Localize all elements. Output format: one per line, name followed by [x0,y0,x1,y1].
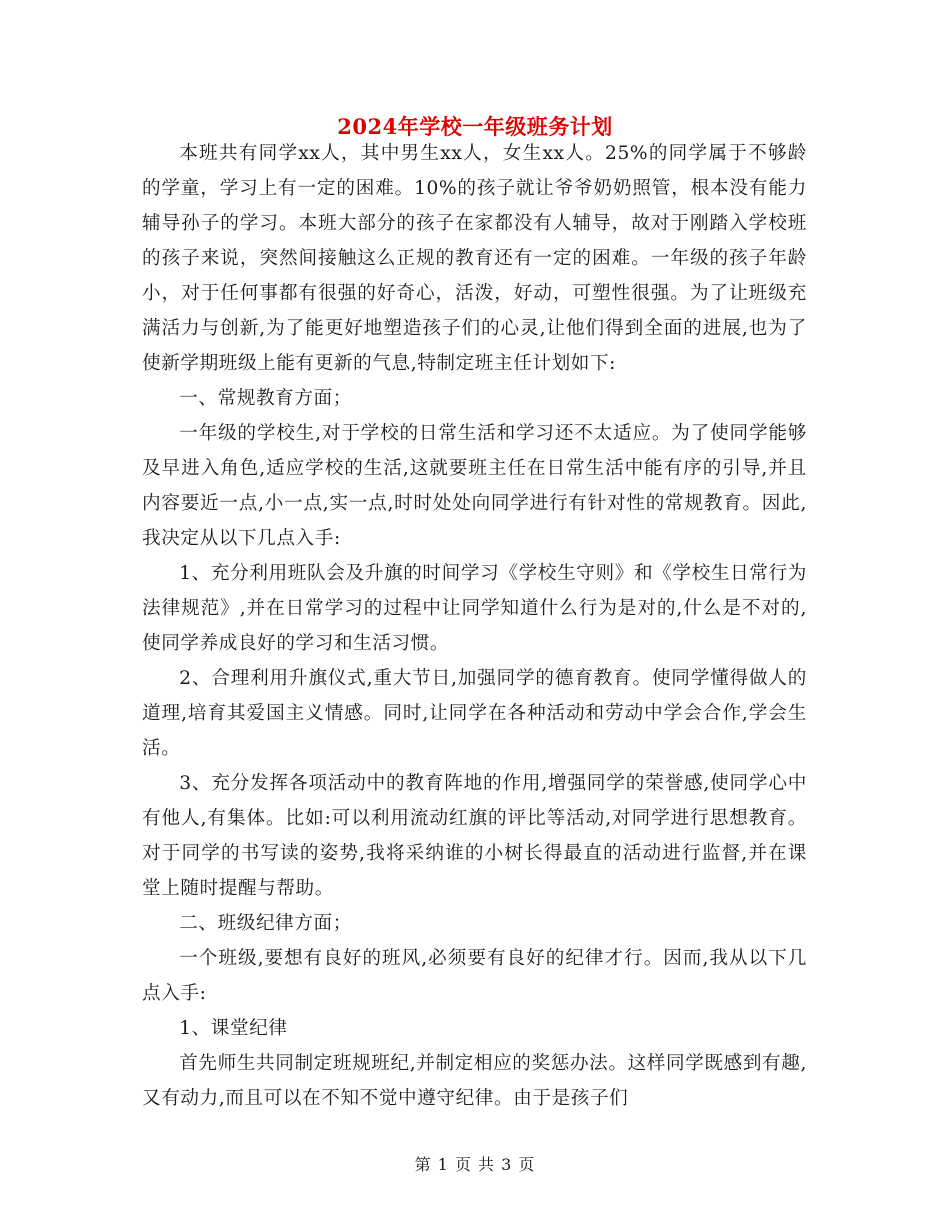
document-title: 2024年学校一年级班务计划 [337,114,613,139]
page-footer: 第 1 页 共 3 页 [414,1155,536,1174]
document-body [142,136,807,1116]
paragraph-routine-education: 一年级的学校生,对于学校的日常生活和学习还不太适应。为了使同学能够及早进入角色,适应学校的生活,这就要班主任在日常生活中能有序的引导,并且内容要近一点,小一点,实一点,时时处处向同学进行有针对性的常规教育。因此,我决定从以下几点入手: [142,423,807,549]
paragraph-class-discipline: 一个班级,要想有良好的班风,必须要有良好的纪律才行。因而,我从以下几点入手: [142,948,807,1004]
paragraph-intro: 本班共有同学xx人，其中男生xx人，女生xx人。25%的同学属于不够龄的学童，学习上有一定的困难。10%的孩子就让爷爷奶奶照管，根本没有能力辅导孙子的学习。本班大部分的孩子在家都没有人辅导，故对于刚踏入学校班的孩子来说，突然间接触这么正规的教育还有一定的困难。一年级的孩子年龄小，对于任何事都有很强的好奇心，活泼，好动，可塑性很强。为了让班级充满活力与创新,为了能更好地塑造孩子们的心灵,让他们得到全面的进展,也为了使新学期班级上能有更新的气息,特制定班主任计划如下: [142,143,807,374]
list-item-1: 1、充分利用班队会及升旗的时间学习《学校生守则》和《学校生日常行为法律规范》,并在日常学习的过程中让同学知道什么行为是对的,什么是不对的,使同学养成良好的学习和生活习惯。 [142,563,807,654]
list-item-3: 3、充分发挥各项活动中的教育阵地的作用,增强同学的荣誉感,使同学心中有他人,有集体。比如:可以利用流动红旗的评比等活动,对同学进行思想教育。对于同学的书写读的姿势,我将采纳谁的小树长得最直的活动进行监督,并在课堂上随时提醒与帮助。 [142,773,807,899]
paragraph-classroom-discipline: 首先师生共同制定班规班纪,并制定相应的奖惩办法。这样同学既感到有趣,又有动力,而且可以在不知不觉中遵守纪律。由于是孩子们 [142,1053,807,1109]
section-heading-routine-education: 一、常规教育方面； [179,388,352,409]
section-heading-class-discipline: 二、班级纪律方面； [179,913,352,934]
subheading-classroom-discipline: 1、课堂纪律 [179,1018,288,1039]
list-item-2: 2、合理利用升旗仪式,重大节日,加强同学的德育教育。使同学懂得做人的道理,培育其爱国主义情感。同时,让同学在各种活动和劳动中学会合作,学会生活。 [142,668,807,759]
